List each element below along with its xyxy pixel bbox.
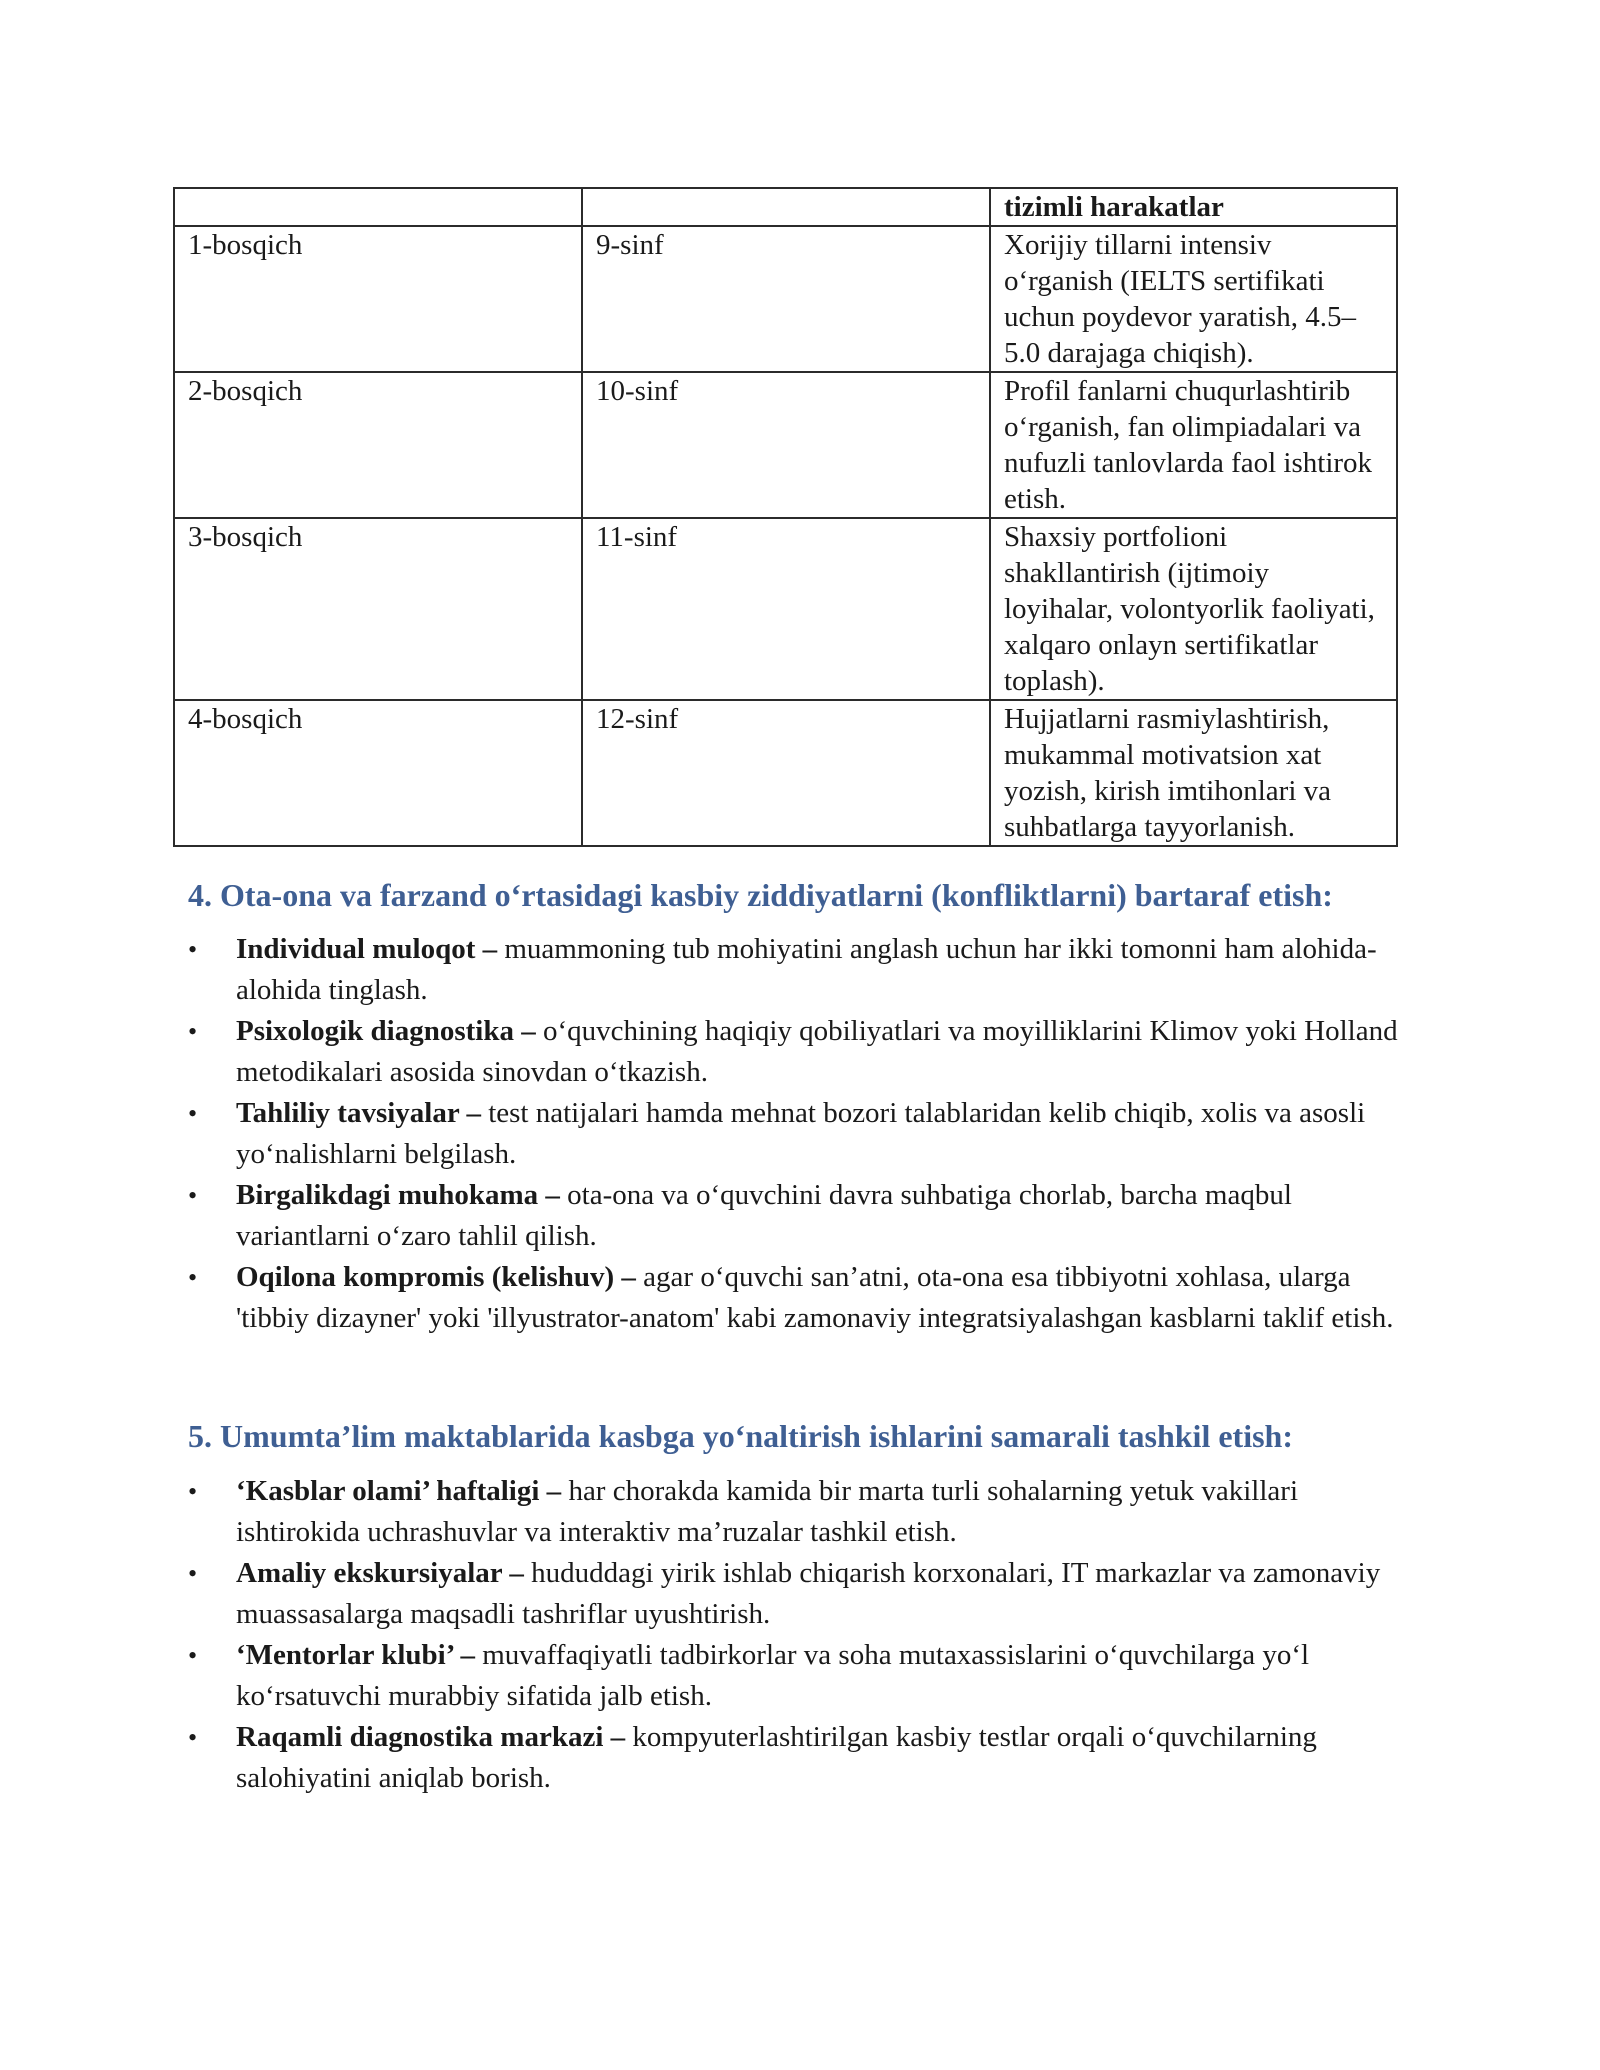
table-header-cell: tizimli harakatlar [990,188,1397,226]
item-text: hududdagi yirik ishlab chiqarish korxonalari, IT markazlar va zamonaviy muassasalarga maqsadli tashriflar uyushtirish. [236,1557,1381,1630]
bullet-icon: • [188,1099,198,1128]
bullet-icon: • [188,1017,198,1046]
grade-cell: 12-sinf [582,700,990,846]
grade-cell: 10-sinf [582,372,990,518]
action-cell: Xorijiy tillarni intensiv o‘rganish (IELTS sertifikati uchun poydevor yaratish, 4.5–5.0 darajaga chiqish). [990,226,1397,372]
list-item [188,1011,1418,1093]
list-item [188,1717,1418,1799]
bullet-icon: • [188,1641,198,1670]
action-cell: Profil fanlarni chuqurlashtirib o‘rganish, fan olimpiadalari va nufuzli tanlovlarda faol ishtirok etish. [990,372,1397,518]
item-term: Amaliy ekskursiyalar – [236,1557,524,1589]
grade-cell: 9-sinf [582,226,990,372]
item-text: muvaffaqiyatli tadbirkorlar va soha mutaxassislarini o‘quvchilarga yo‘l ko‘rsatuvchi murabbiy sifatida jalb etish. [236,1639,1310,1712]
table-row [174,700,1397,846]
item-text: test natijalari hamda mehnat bozori talablaridan kelib chiqib, xolis va asosli yo‘nalishlarni belgilash. [236,1097,1366,1170]
section-4-list [188,929,1418,1339]
item-term: Individual muloqot – [236,933,498,965]
action-cell: Shaxsiy portfolioni shakllantirish (ijtimoiy loyihalar, volontyorlik faoliyati, xalqaro onlayn sertifikatlar toplash). [990,518,1397,700]
item-text: ota-ona va o‘quvchini davra suhbatiga chorlab, barcha maqbul variantlarni o‘zaro tahlil qilish. [236,1179,1292,1252]
item-term: Raqamli diagnostika markazi – [236,1721,626,1753]
table-row [174,226,1397,372]
stages-table [173,187,1398,847]
item-term: ‘Mentorlar klubi’ – [236,1639,475,1671]
table-row [174,372,1397,518]
grade-cell: 11-sinf [582,518,990,700]
list-item [188,929,1418,1011]
bullet-icon: • [188,1723,198,1752]
table-header-cell [174,188,582,226]
stage-cell: 1-bosqich [174,226,582,372]
table-header-cell [582,188,990,226]
section-5-list [188,1471,1418,1799]
table-header-row [174,188,1397,226]
section-4-heading: 4. Ota-ona va farzand o‘rtasidagi kasbiy ziddiyatlarni (konfliktlarni) bartaraf etish: [188,877,1333,913]
bullet-icon: • [188,1263,198,1292]
action-cell: Hujjatlarni rasmiylashtirish, mukammal motivatsion xat yozish, kirish imtihonlari va suhbatlarga tayyorlanish. [990,700,1397,846]
bullet-icon: • [188,1559,198,1588]
list-item [188,1175,1418,1257]
item-text: o‘quvchining haqiqiy qobiliyatlari va moyilliklarini Klimov yoki Holland metodikalari asosida sinovdan o‘tkazish. [236,1015,1398,1088]
table-row [174,518,1397,700]
bullet-icon: • [188,1181,198,1210]
item-term: Psixologik diagnostika – [236,1015,536,1047]
list-item [188,1471,1418,1553]
section-5-heading: 5. Umumta’lim maktablarida kasbga yo‘naltirish ishlarini samarali tashkil etish: [188,1418,1293,1454]
item-term: ‘Kasblar olami’ haftaligi – [236,1475,562,1507]
item-term: Tahliliy tavsiyalar – [236,1097,481,1129]
item-text: har chorakda kamida bir marta turli sohalarning yetuk vakillari ishtirokida uchrashuvlar va interaktiv ma’ruzalar tashkil etish. [236,1475,1299,1548]
item-term: Birgalikdagi muhokama – [236,1179,560,1211]
list-item [188,1257,1418,1339]
bullet-icon: • [188,1477,198,1506]
item-text: muammoning tub mohiyatini anglash uchun har ikki tomonni ham alohida-alohida tinglash. [236,933,1377,1006]
item-text: agar o‘quvchi san’atni, ota-ona esa tibbiyotni xohlasa, ularga 'tibbiy dizayner' yoki 'illyustrator-anatom' kabi zamonaviy integratsiyalashgan kasblarni taklif etish. [236,1261,1394,1334]
stage-cell: 2-bosqich [174,372,582,518]
stage-cell: 4-bosqich [174,700,582,846]
bullet-icon: • [188,935,198,964]
item-text: kompyuterlashtirilgan kasbiy testlar orqali o‘quvchilarning salohiyatini aniqlab borish. [236,1721,1317,1794]
list-item [188,1093,1418,1175]
list-item [188,1635,1418,1717]
stage-cell: 3-bosqich [174,518,582,700]
item-term: Oqilona kompromis (kelishuv) – [236,1261,636,1293]
list-item [188,1553,1418,1635]
